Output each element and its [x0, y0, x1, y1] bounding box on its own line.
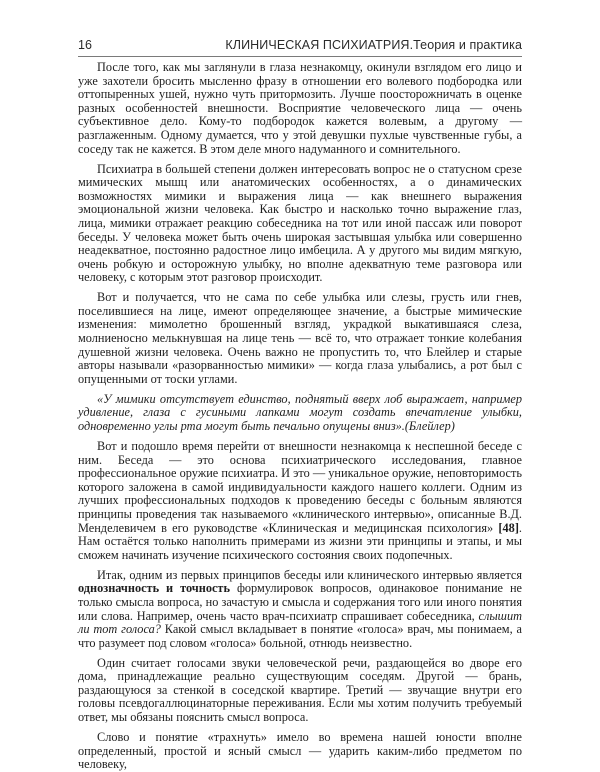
paragraph-clinical-interview	[78, 440, 522, 562]
paragraph-text: Какой смысл вкладывает в понятие «голоса» врач, мы понимаем, а что разумеет под словом «голоса» больной, отнюдь неизвестно.	[78, 622, 522, 650]
bleuler-quote: «У мимики отсутствует единство, поднятый вверх лоб выражает, например удивление, глаза с гусиными лапками могут создать впечатление улыбки, одновременно углы рта могут быть печально опущены вниз».(Блейлер)	[78, 391, 522, 434]
paragraph-first-principle	[78, 569, 522, 651]
body-text	[78, 61, 522, 772]
emphasis-bold: однозначность и точность	[78, 581, 230, 596]
paragraph-facial-dynamics: Психиатра в большей степени должен интересовать вопрос не о статусном срезе мимических мышц или анатомических особенностях, а о динамических возможностях мимики и выражения лица — как внешнего выражения эмоциональной жизни человека. Как быстро и насколько точно выражение глаз, лица, мимики отражает реакцию собеседника на тот или иной пассаж или поворот беседы. У человека может быть очень широкая застывшая улыбка или совершенно неадекватное, постоянно радостное лицо имбецила. А у другого мы видим мягкую, очень робкую и осторожную улыбку, но вполне адекватную теме разговора или человеку, с которым этот разговор происходит.	[78, 161, 522, 285]
paragraph-text: Итак, одним из первых принципов беседы или клинического интервью является	[97, 567, 522, 582]
page-number: 16	[78, 38, 92, 52]
paragraph-text: формулировок вопросов, одинаковое понимание не только смысла вопроса, но зачастую и смысла и содержания того или иного понятия или слова. Например, очень часто врач-психиатр спрашивает собеседника,	[78, 581, 522, 623]
paragraph-voices: Один считает голосами звуки человеческой речи, раздающейся во дворе его дома, принадлежащие реально существующим соседям. Другой — брань, раздающуюся за стенкой в соседской квартире. Третий — звучащие внутри его головы псевдогаллюцинаторные переживания. Если мы хотим получить требуемый ответ, мы обязаны пояснить смысл вопроса.	[78, 655, 522, 725]
paragraph-word-meaning: Слово и понятие «трахнуть» имело во времена нашей юности вполне определенный, простой и ясный смысл — ударить каким-либо предметом по человеку,	[78, 730, 522, 772]
header-rule	[78, 56, 522, 57]
paragraph-face-assessment: После того, как мы заглянули в глаза незнакомцу, окинули взглядом его лицо и уже захотели бросить мысленно фразу в отношении его волевого подбородка или оттопыренных ушей, нужно чуть притормозить. Лучше поосторожничать в оценке разных особенностей внешности. Восприятие человеческого лица — очень субъективное дело. Кому-то подбородок кажется волевым, а другому — разглаженным. Одному думается, что у этой девушки пухлые чувственные губы, а соседу так не кажется. В этом деле много надуманного и сомнительного.	[78, 60, 522, 156]
paragraph-text: . Нам остаётся только наполнить примерами из жизни эти принципы и этапы, и мы сможем начинать изучение психического состояния своих подопечных.	[78, 520, 522, 562]
reference-number: [48]	[498, 520, 519, 535]
paragraph-text: Вот и подошло время перейти от внешности незнакомца к неспешной беседе с ним. Беседа — это основа психиатрического исследования, главное профессиональное оружие психиатра. И это — уникальное оружие, неповторимость которого заложена в самой индивидуальности каждого нашего коллеги. Одним из лучших профессиональных подходов к проведению беседы с больным являются принципы проведения так называемого «клинического интервью», описанные В.Д. Менделевичем в его руководстве «Клиническая и медицинская психология»	[78, 439, 522, 535]
page-header	[78, 38, 522, 54]
paragraph-mimic-changes: Вот и получается, что не сама по себе улыбка или слезы, грусть или гнев, поселившиеся на лице, имеют определяющее значение, а быстрые мимические изменения: мимолетно брошенный взгляд, украдкой выкатившаяся слеза, молниеносно мелькнувшая на лице тень — всё то, что отражает тонкие колебания душевной жизни человека. Очень важно не пропустить то, что Блейлер и старые авторы называли «разорванностью мимики» — когда глаза улыбались, а рот был с опущенными от тоски углами.	[78, 290, 522, 386]
emphasis-italic: слышит ли тот голоса?	[78, 608, 522, 637]
running-title: КЛИНИЧЕСКАЯ ПСИХИАТРИЯ.Теория и практика	[225, 38, 522, 52]
